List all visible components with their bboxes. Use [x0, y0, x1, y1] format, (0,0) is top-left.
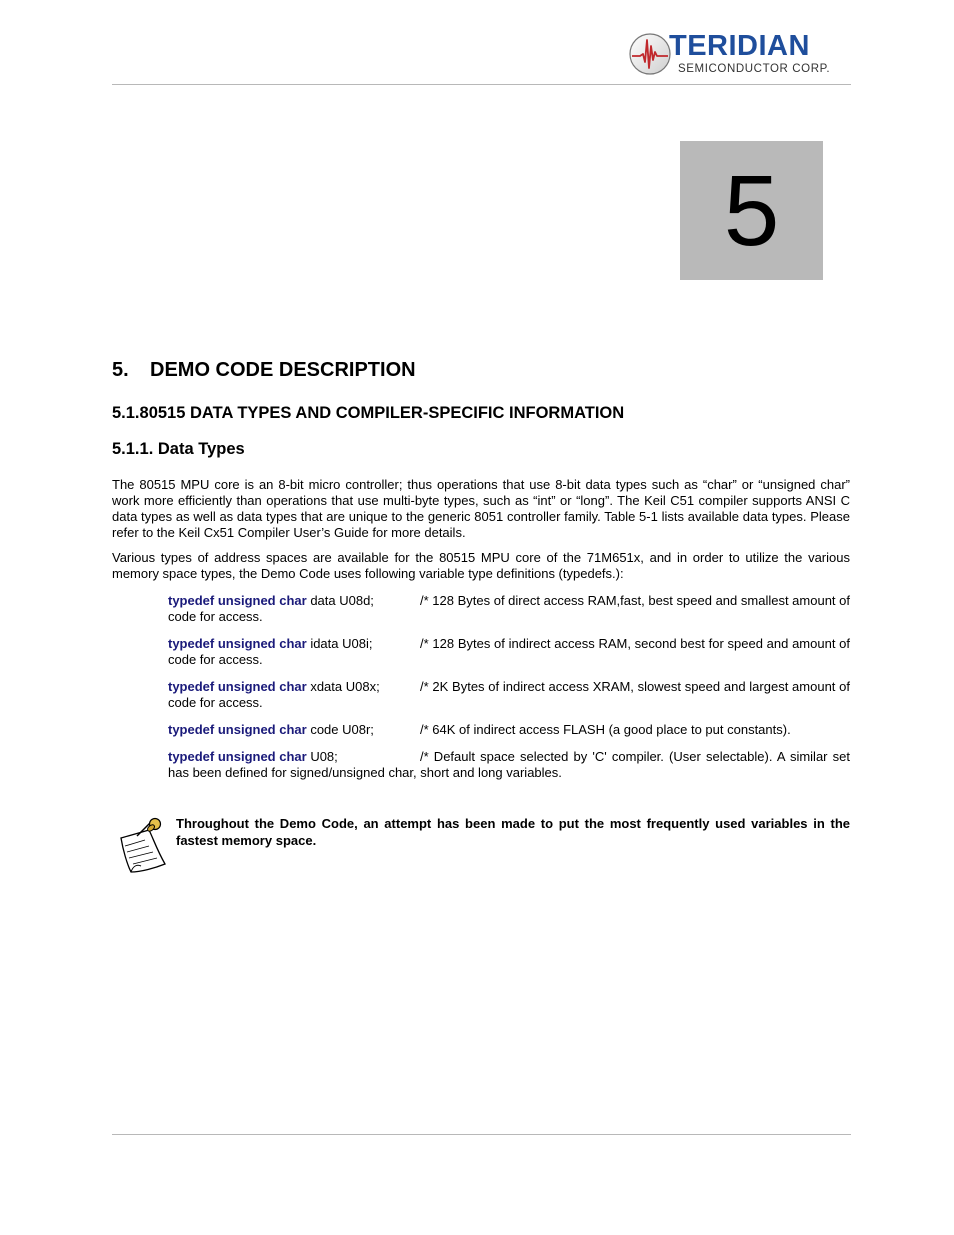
typedef-comment: /* 128 Bytes of direct access RAM,fast, best speed and smallest amount of code for access.	[168, 593, 850, 624]
header-divider	[112, 84, 851, 85]
subsection-heading: 5.1.80515 DATA TYPES AND COMPILER-SPECIFIC INFORMATION	[112, 404, 625, 422]
typedef-keyword: typedef unsigned char	[168, 749, 307, 764]
typedef-keyword: typedef unsigned char	[168, 636, 307, 651]
company-tagline: SEMICONDUCTOR CORP.	[678, 63, 831, 75]
pushpin-note-icon	[115, 816, 171, 874]
company-logo	[628, 30, 833, 80]
typedef-item	[168, 636, 850, 668]
typedef-keyword: typedef unsigned char	[168, 679, 307, 694]
typedef-comment: /* 64K of indirect access FLASH (a good place to put constants).	[420, 722, 791, 737]
company-name: TERIDIAN	[669, 30, 810, 62]
typedef-item	[168, 679, 850, 711]
note-text: Throughout the Demo Code, an attempt has been made to put the most frequently used variables in the fastest memory space.	[176, 816, 850, 848]
typedef-comment: /* Default space selected by 'C' compiler. (User selectable). A similar set has been defined for signed/unsigned char, short and long variables.	[168, 749, 850, 780]
chapter-number: 5	[723, 154, 780, 267]
typedef-declaration: code U08r;	[306, 722, 374, 737]
typedef-keyword: typedef unsigned char	[168, 722, 307, 737]
typedef-comment: /* 2K Bytes of indirect access XRAM, slowest speed and largest amount of code for access.	[168, 679, 850, 710]
typedef-comment: /* 128 Bytes of indirect access RAM, second best for speed and amount of code for access.	[168, 636, 850, 667]
section-heading	[112, 358, 416, 382]
typedef-declaration: data U08d;	[306, 593, 374, 608]
typedef-declaration: idata U08i;	[306, 636, 373, 651]
section-number: 5.	[112, 359, 129, 381]
paragraph-data-types: The 80515 MPU core is an 8-bit micro controller; thus operations that use 8-bit data types such as “char” or “unsigned char” work more efficiently than operations that use multi-byte types, such as “int” or “long”. The Keil C51 compiler supports ANSI C data types as well as data types that are unique to the generic 8051 controller family. Table 5-1 lists available data types. Please refer to the Keil Cx51 Compiler User’s Guide for more details.	[112, 477, 850, 540]
typedef-item	[168, 593, 850, 625]
typedef-list	[168, 593, 850, 792]
typedef-declaration: xdata U08x;	[306, 679, 380, 694]
typedef-item	[168, 749, 850, 781]
footer-divider	[112, 1134, 851, 1135]
typedef-keyword: typedef unsigned char	[168, 593, 307, 608]
section-title: DEMO CODE DESCRIPTION	[150, 359, 416, 381]
subsubsection-heading: 5.1.1. Data Types	[112, 440, 245, 458]
typedef-declaration: U08;	[306, 749, 338, 764]
typedef-item	[168, 722, 850, 738]
paragraph-address-spaces: Various types of address spaces are available for the 80515 MPU core of the 71M651x, and in order to utilize the various memory space types, the Demo Code uses following variable type definitions (typedefs.):	[112, 550, 850, 581]
teridian-waveform-logo-icon	[628, 32, 672, 76]
chapter-number-box	[680, 141, 823, 280]
